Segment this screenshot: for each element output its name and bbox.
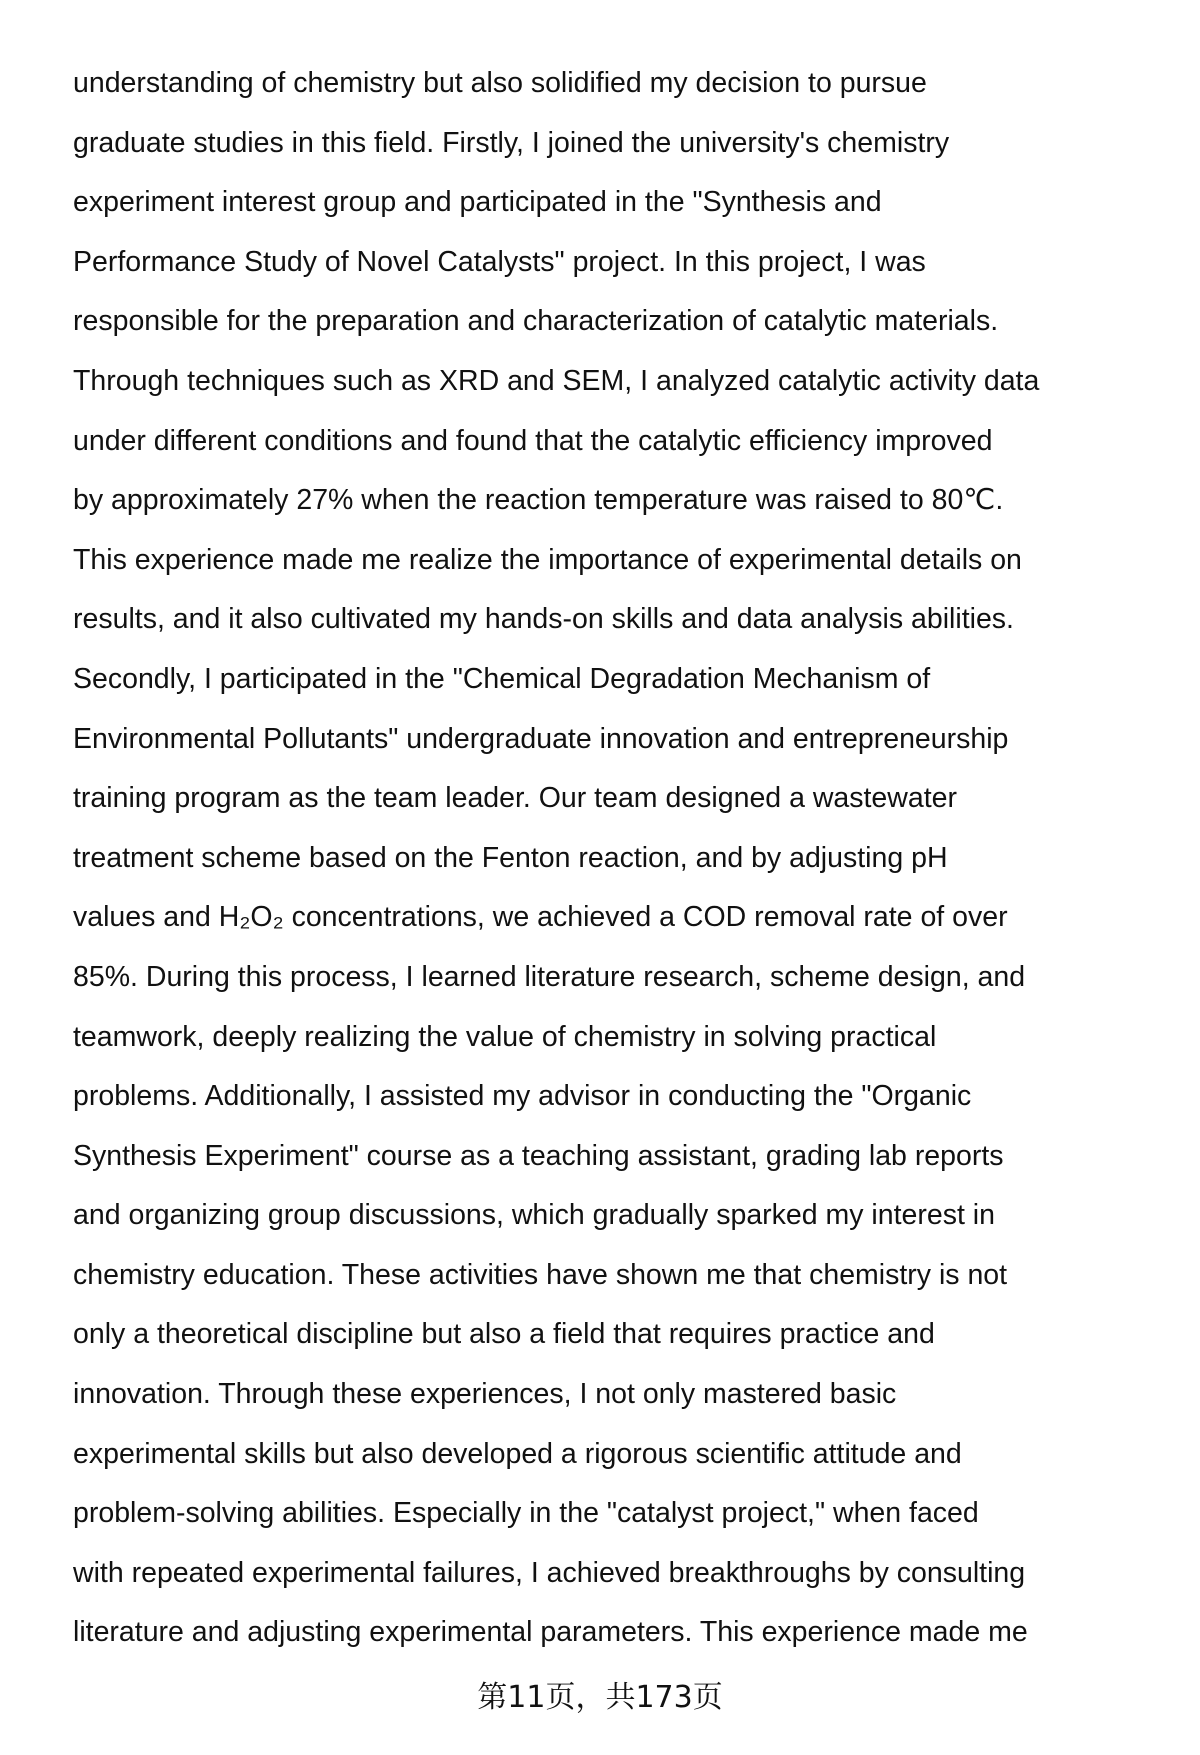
text-line: with repeated experimental failures, I achieved breakthroughs by consulting	[73, 1556, 1026, 1589]
text-line: experimental skills but also developed a rigorous scientific attitude and	[73, 1437, 962, 1470]
text-line: Secondly, I participated in the "Chemical Degradation Mechanism of	[73, 662, 931, 695]
text-line: problem-solving abilities. Especially in the "catalyst project," when faced	[73, 1497, 979, 1530]
text-line: innovation. Through these experiences, I not only mastered basic	[73, 1378, 897, 1411]
text-line: and organizing group discussions, which gradually sparked my interest in	[73, 1199, 995, 1232]
text-line: Performance Study of Novel Catalysts" project. In this project, I was	[73, 245, 926, 278]
document-body	[73, 54, 1180, 1663]
text-line: values and H₂O₂ concentrations, we achieved a COD removal rate of over	[73, 901, 1008, 934]
text-line: Synthesis Experiment" course as a teaching assistant, grading lab reports	[73, 1139, 1004, 1172]
text-line: treatment scheme based on the Fenton reaction, and by adjusting pH	[73, 841, 948, 874]
text-line: 85%. During this process, I learned literature research, scheme design, and	[73, 960, 1026, 993]
text-line: teamwork, deeply realizing the value of chemistry in solving practical	[73, 1020, 937, 1053]
text-line: problems. Additionally, I assisted my advisor in conducting the "Organic	[73, 1080, 972, 1113]
text-line: understanding of chemistry but also solidified my decision to pursue	[73, 67, 927, 99]
text-line: Through techniques such as XRD and SEM, I analyzed catalytic activity data	[73, 364, 1040, 397]
text-line: under different conditions and found that the catalytic efficiency improved	[73, 424, 993, 457]
text-line: Environmental Pollutants" undergraduate innovation and entrepreneurship	[73, 722, 1009, 755]
text-line: only a theoretical discipline but also a field that requires practice and	[73, 1318, 935, 1351]
page-number: 第11页，共173页	[477, 1680, 723, 1715]
text-line: literature and adjusting experimental parameters. This experience made me	[73, 1616, 1028, 1649]
text-line: training program as the team leader. Our team designed a wastewater	[73, 782, 957, 815]
text-line: by approximately 27% when the reaction temperature was raised to 80℃.	[73, 484, 1004, 517]
text-line: responsible for the preparation and characterization of catalytic materials.	[73, 305, 999, 338]
text-line: results, and it also cultivated my hands-on skills and data analysis abilities.	[73, 603, 1014, 636]
text-line: experiment interest group and participated in the "Synthesis and	[73, 186, 882, 219]
text-line: This experience made me realize the importance of experimental details on	[73, 543, 1022, 576]
text-line: chemistry education. These activities have shown me that chemistry is not	[73, 1258, 1008, 1291]
text-line: graduate studies in this field. Firstly, I joined the university's chemistry	[73, 126, 950, 159]
